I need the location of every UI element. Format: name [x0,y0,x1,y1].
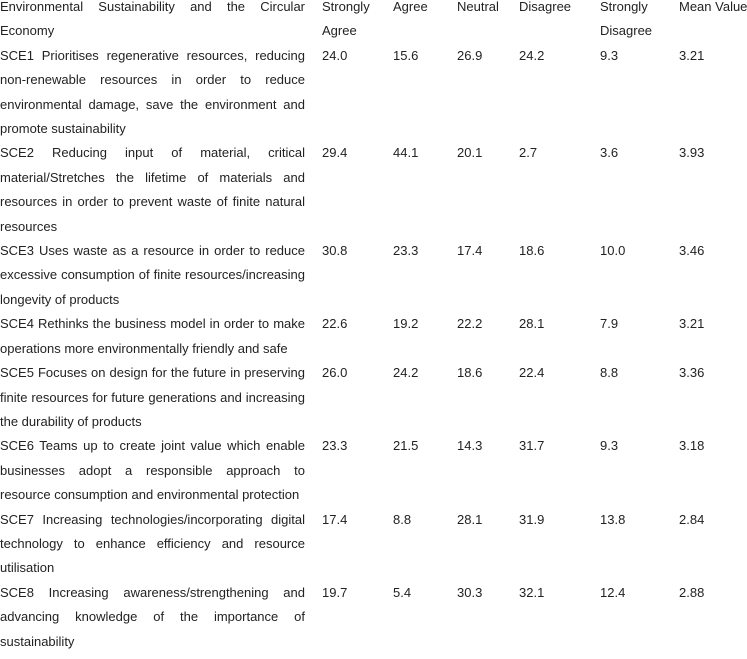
cell-neutral: 28.1 [457,511,483,527]
row-item-text: SCE6 Teams up to create joint value which enable businesses adopt a responsible approach to resource consumption and environmental protection [0,438,305,503]
table-row [0,434,712,507]
table-row [0,141,712,239]
cell-neutral: 20.1 [457,145,483,161]
row-item-text: SCE2 Reducing input of material, critical material/Stretches the lifetime of materials and resources in order to prevent waste of finite natural resources [0,145,305,234]
cell-agree: 24.2 [393,365,419,381]
row-item-text: SCE3 Uses waste as a resource in order to reduce excessive consumption of finite resources/increasing longevity of products [0,243,305,307]
cell-strongly-disagree: 7.9 [600,316,619,332]
row-item-text: SCE1 Prioritises regenerative resources, reducing non-renewable resources in order to reduce environmental damage, save the environment and promote sustainability [0,47,305,137]
table-row [0,581,712,654]
cell-mean-value: 3.21 [679,316,705,332]
cell-strongly-agree: 22.6 [322,316,348,332]
cell-disagree: 31.9 [519,511,545,527]
cell-strongly-disagree: 10.0 [600,243,626,259]
cell-disagree: 31.7 [519,438,545,454]
cell-strongly-agree: 24.0 [322,47,348,63]
cell-agree: 44.1 [393,145,419,161]
cell-disagree: 22.4 [519,365,545,381]
header-neutral: Neutral [457,0,499,14]
cell-agree: 8.8 [393,511,412,527]
header-item: Environmental Sustainability and the Circular Economy [0,0,305,39]
table-row [0,508,712,581]
cell-disagree: 18.6 [519,243,545,259]
cell-neutral: 22.2 [457,316,483,332]
cell-agree: 5.4 [393,584,412,600]
cell-strongly-disagree: 9.3 [600,47,619,63]
cell-disagree: 32.1 [519,584,545,600]
cell-strongly-disagree: 12.4 [600,584,626,600]
cell-mean-value: 3.93 [679,145,705,161]
cell-mean-value: 2.88 [679,584,705,600]
table-row [0,239,712,312]
cell-agree: 19.2 [393,316,419,332]
header-row [0,0,712,44]
row-item-text: SCE8 Increasing awareness/strengthening and advancing knowledge of the importance of sustainability [0,584,305,649]
cell-strongly-agree: 26.0 [322,365,348,381]
row-item-text: SCE4 Rethinks the business model in order to make operations more environmentally friendly and safe [0,316,305,356]
cell-mean-value: 3.46 [679,243,705,259]
cell-mean-value: 2.84 [679,511,705,527]
header-mean-value: Mean Value [679,0,747,14]
cell-disagree: 24.2 [519,47,545,63]
cell-neutral: 26.9 [457,47,483,63]
table-row [0,361,712,434]
cell-neutral: 14.3 [457,438,483,454]
header-agree: Agree [393,0,428,14]
header-strongly-disagree: Strongly Disagree [600,0,653,39]
cell-strongly-agree: 19.7 [322,584,348,600]
cell-strongly-disagree: 13.8 [600,511,626,527]
cell-agree: 23.3 [393,243,419,259]
cell-neutral: 17.4 [457,243,483,259]
cell-strongly-disagree: 8.8 [600,365,619,381]
cell-neutral: 18.6 [457,365,483,381]
header-disagree: Disagree [519,0,572,14]
cell-strongly-disagree: 9.3 [600,438,619,454]
row-item-text: SCE7 Increasing technologies/incorporating digital technology to enhance efficiency and resource utilisation [0,511,305,576]
cell-strongly-agree: 29.4 [322,145,348,161]
header-strongly-agree: Strongly Agree [322,0,370,39]
cell-mean-value: 3.18 [679,438,705,454]
cell-strongly-agree: 17.4 [322,511,348,527]
table-row [0,312,712,361]
cell-strongly-agree: 30.8 [322,243,348,259]
cell-strongly-agree: 23.3 [322,438,348,454]
cell-mean-value: 3.21 [679,47,705,63]
cell-disagree: 28.1 [519,316,545,332]
cell-mean-value: 3.36 [679,365,705,381]
cell-agree: 15.6 [393,47,419,63]
table-row [0,44,712,142]
cell-neutral: 30.3 [457,584,483,600]
cell-strongly-disagree: 3.6 [600,145,619,161]
cell-disagree: 2.7 [519,145,538,161]
row-item-text: SCE5 Focuses on design for the future in preserving finite resources for future generations and increasing the durability of products [0,365,305,429]
cell-agree: 21.5 [393,438,419,454]
